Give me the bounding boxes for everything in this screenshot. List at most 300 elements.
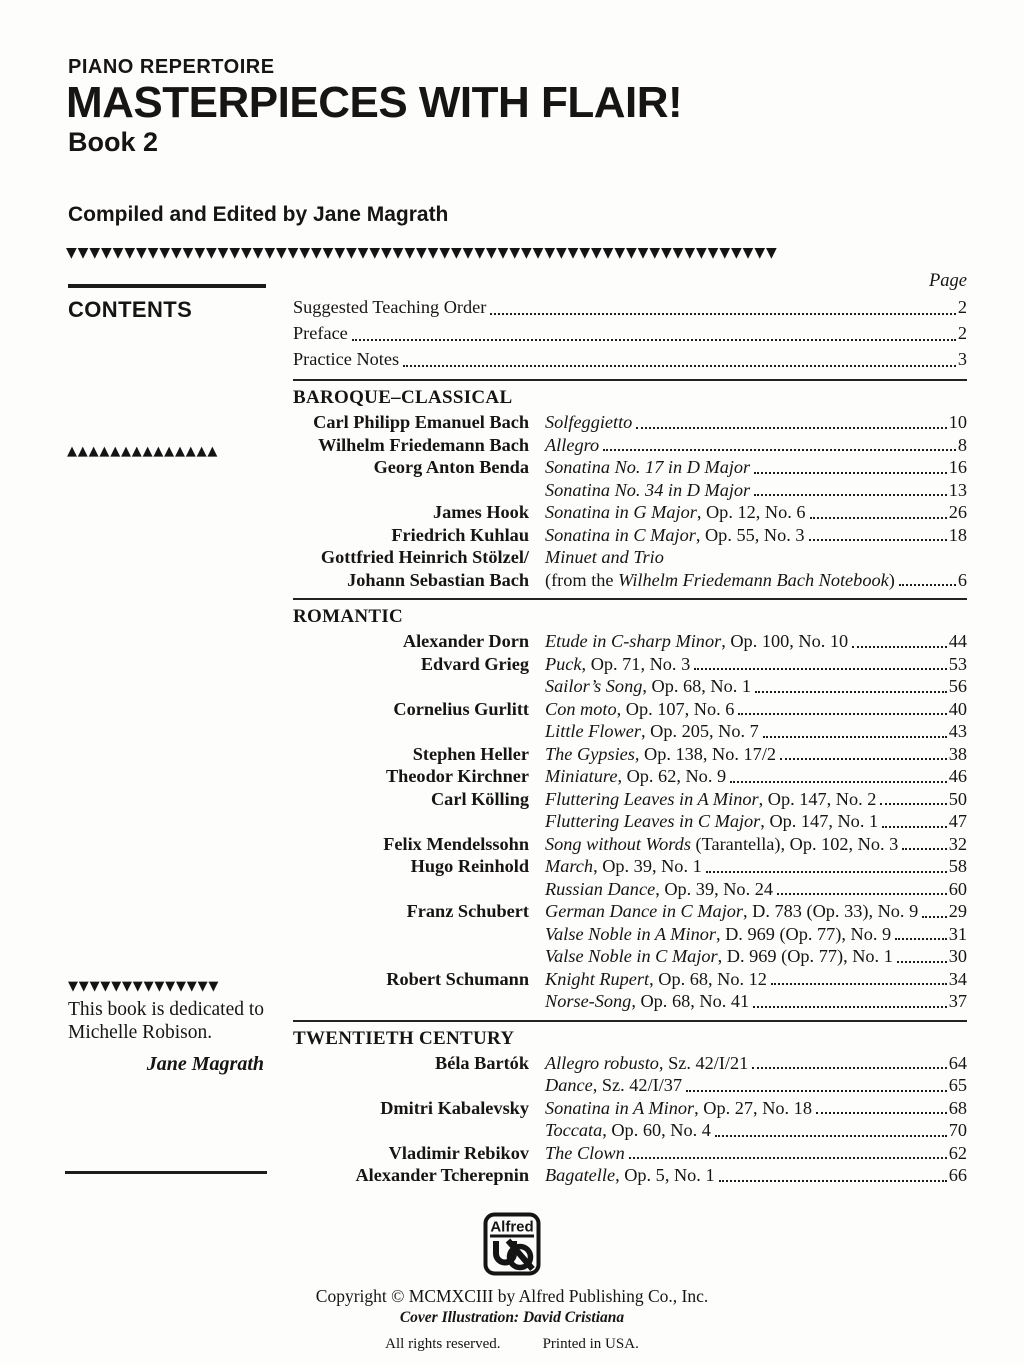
composer-name: [293, 900, 529, 968]
table-of-contents: [293, 272, 967, 1187]
dot-leader: [763, 720, 947, 738]
toc-entry: [293, 968, 967, 1013]
work-title: [545, 720, 759, 743]
work-title-line: [545, 456, 967, 479]
toc-entry: [293, 1097, 967, 1142]
work-title-line: [545, 765, 967, 788]
work-title: [545, 968, 767, 991]
dot-leader: [754, 456, 947, 474]
work-list: [545, 833, 967, 856]
page-number: 46: [948, 766, 967, 786]
work-title: [545, 1142, 625, 1165]
dot-leader: [754, 479, 947, 497]
bottom-left-rule: [65, 1171, 267, 1174]
toc-entry: [293, 900, 967, 968]
composer-line: Alexander Dorn: [402, 631, 529, 651]
title-segment: Allegro: [545, 434, 600, 455]
dot-leader: [753, 990, 947, 1008]
dot-leader: [403, 346, 956, 367]
work-title: [545, 945, 893, 968]
title-segment: Sonatina in C Major: [545, 524, 696, 545]
work-list: [545, 630, 967, 653]
work-title: [545, 1164, 715, 1187]
title-segment: (from the: [545, 569, 619, 590]
work-title: [545, 546, 664, 569]
dot-leader: [755, 675, 947, 693]
title-segment: , Sz. 42/I/21: [658, 1052, 749, 1073]
toc-entry-title: Suggested Teaching Order: [293, 297, 487, 317]
dedication-line: Michelle Robison.: [68, 1022, 213, 1043]
dot-leader: [895, 923, 947, 941]
composer-name: [293, 546, 529, 591]
work-list: [545, 855, 967, 900]
page-number: 2: [957, 297, 967, 317]
toc-entry: [293, 765, 967, 788]
work-list: [545, 788, 967, 833]
composer-line: Robert Schumann: [386, 968, 529, 989]
title-segment: Valse Noble in A Minor: [545, 923, 716, 944]
page-number: 53: [948, 653, 967, 674]
title-segment: Wilhelm Friedemann Bach Notebook: [618, 569, 889, 590]
page-number: 56: [948, 676, 967, 696]
dot-leader: [490, 294, 956, 315]
title-segment: Dance: [545, 1075, 593, 1095]
composer-name: [293, 855, 529, 900]
composer-line: Stephen Heller: [412, 743, 529, 764]
page-number: 62: [948, 1142, 967, 1163]
composer-name: [293, 630, 529, 653]
page-number: 3: [957, 349, 967, 369]
dot-leader: [902, 833, 946, 851]
work-title: [545, 479, 750, 502]
composer-line: Johann Sebastian Bach: [347, 569, 529, 590]
dot-leader: [809, 524, 947, 542]
toc-entry: [293, 501, 967, 524]
work-title-line: [545, 1074, 967, 1097]
work-title: [545, 630, 848, 653]
dedication-block: [68, 979, 268, 1076]
page-number: 31: [948, 923, 967, 944]
work-list: [545, 968, 967, 1013]
work-title: [545, 569, 895, 592]
page-number: 6: [957, 569, 967, 590]
work-title-line: [545, 968, 967, 991]
composer-line: Béla Bartók: [435, 1052, 529, 1073]
composer-name: [293, 524, 529, 547]
section-heading: TWENTIETH CENTURY: [293, 1027, 515, 1049]
cover-illustration-credit: Cover Illustration: David Cristiana: [399, 1309, 625, 1326]
page-number: 65: [948, 1075, 967, 1095]
dot-leader: [715, 1119, 947, 1137]
contents-heading: CONTENTS: [68, 297, 193, 322]
composer-name: [293, 833, 529, 856]
section-divider: [293, 379, 967, 381]
triangle-divider-icon: ▼▼▼▼▼▼▼▼▼▼▼▼▼▼▼▼▼▼▼▼▼▼▼▼▼▼▼▼▼▼▼▼▼▼▼▼▼▼▼▼▼▼▼▼▼▼▼▼▼▼▼▼▼▼▼▼▼▼▼▼▼: [66, 245, 778, 261]
composer-name: [293, 788, 529, 833]
title-segment: Miniature: [545, 766, 618, 786]
work-title: [545, 1097, 812, 1120]
front-matter-list: [293, 294, 967, 372]
composer-name: [293, 411, 529, 434]
composer-line: Georg Anton Benda: [373, 457, 529, 477]
toc-entry-title: Preface: [293, 323, 348, 343]
page-number: 34: [948, 968, 967, 989]
page-number: 37: [948, 991, 967, 1011]
page-number: 47: [948, 811, 967, 831]
dot-leader: [694, 653, 947, 671]
toc-entry: [293, 1052, 967, 1097]
work-title: [545, 833, 898, 856]
triangle-up-divider-icon: ▲▲▲▲▲▲▲▲▲▲▲▲▲▲: [67, 444, 219, 459]
work-title-line: [545, 1164, 967, 1187]
work-list: [545, 1097, 967, 1142]
dot-leader: [899, 569, 956, 587]
work-title-line: [545, 1119, 967, 1142]
work-list: [545, 698, 967, 743]
toc-entry: [293, 411, 967, 434]
contents-heading-block: [68, 284, 266, 323]
title-segment: Valse Noble in C Major: [545, 946, 718, 966]
toc-entry-title: Practice Notes: [293, 349, 400, 369]
title-segment: Puck: [545, 653, 582, 674]
work-title-line: [545, 698, 967, 721]
title-segment: , Op. 60, No. 4: [602, 1120, 711, 1140]
work-title: [545, 855, 702, 878]
page-number: 32: [948, 833, 967, 854]
work-title: [545, 524, 805, 547]
composer-line: Franz Schubert: [406, 901, 529, 921]
page-number: 70: [948, 1120, 967, 1140]
toc-entry: [293, 653, 967, 698]
work-list: [545, 1052, 967, 1097]
toc-entry: [293, 456, 967, 501]
title-segment: , Op. 39, No. 24: [655, 878, 773, 899]
work-title-line: [545, 411, 967, 434]
composer-line: Wilhelm Friedemann Bach: [318, 434, 529, 455]
work-title: [545, 788, 876, 811]
work-list: [545, 434, 967, 457]
dot-leader: [880, 788, 946, 806]
triangle-divider-icon: ▼▼▼▼▼▼▼▼▼▼▼▼▼▼: [68, 979, 220, 994]
work-list: [545, 546, 967, 591]
toc-entry: [293, 698, 967, 743]
title-segment: , Op. 107, No. 6: [616, 698, 735, 719]
work-title-line: [545, 788, 967, 811]
dot-leader: [810, 501, 947, 519]
title-segment: , Op. 68, No. 12: [649, 968, 767, 989]
page-number: 60: [948, 878, 967, 899]
dot-leader: [603, 434, 956, 452]
title-segment: , Op. 12, No. 6: [696, 502, 806, 522]
composer-line: Theodor Kirchner: [385, 766, 529, 786]
printed-in-text: Printed in USA.: [542, 1336, 639, 1352]
page-number: 50: [948, 788, 967, 809]
title-segment: , Op. 147, No. 2: [758, 788, 877, 809]
composer-name: [293, 1142, 529, 1165]
dedication-signature: Jane Magrath: [146, 1053, 264, 1075]
title-segment: Minuet and Trio: [545, 547, 664, 567]
composer-line: Cornelius Gurlitt: [393, 698, 529, 719]
composer-line: Friedrich Kuhlau: [391, 524, 529, 545]
dot-leader: [852, 630, 947, 648]
title-segment: , Op. 205, No. 7: [640, 721, 759, 741]
title-segment: , Op. 27, No. 18: [694, 1097, 812, 1118]
title-segment: Sonatina in G Major: [545, 502, 697, 522]
composer-name: [293, 698, 529, 743]
work-title: [545, 1074, 682, 1097]
dot-leader: [719, 1164, 947, 1182]
composer-name: [293, 743, 529, 766]
dedication-line: This book is dedicated to: [68, 999, 265, 1020]
work-list: [545, 900, 967, 968]
title-segment: Norse-Song: [545, 991, 632, 1011]
composer-name: [293, 968, 529, 1013]
work-title-line: [545, 501, 967, 524]
title-segment: ): [888, 569, 895, 590]
rights-line: [0, 1336, 1024, 1353]
page-number: 66: [948, 1165, 967, 1185]
toc-entry: [293, 833, 967, 856]
composer-line: Felix Mendelssohn: [383, 833, 529, 854]
title-segment: Fluttering Leaves in A Minor: [545, 788, 759, 809]
work-title: [545, 434, 599, 457]
page-number: 2: [957, 323, 967, 343]
work-title-line: [545, 810, 967, 833]
page-number: 58: [948, 856, 967, 876]
section-heading: BAROQUE–CLASSICAL: [293, 387, 513, 408]
work-list: [545, 1164, 967, 1187]
title-segment: , Op. 138, No. 17/2: [634, 743, 777, 764]
page-number: 18: [948, 524, 967, 545]
work-list: [545, 653, 967, 698]
dot-leader: [738, 698, 946, 716]
dot-leader: [882, 810, 947, 828]
composer-name: [293, 1164, 529, 1187]
page-number: 64: [948, 1052, 967, 1073]
title-segment: Little Flower: [545, 721, 641, 741]
work-title-line: [545, 990, 967, 1013]
toc-front-entry: [293, 346, 967, 372]
dot-leader: [706, 855, 947, 873]
title-segment: Fluttering Leaves in C Major: [545, 811, 761, 831]
work-title-line: [545, 1097, 967, 1120]
work-list: [545, 743, 967, 766]
alfred-publisher-logo-icon: [483, 1212, 541, 1276]
work-title: [545, 653, 690, 676]
composer-line: Gottfried Heinrich Stölzel/: [320, 547, 529, 567]
title-segment: , Sz. 42/I/37: [592, 1075, 683, 1095]
title-segment: (Tarantella), Op. 102, No. 3: [690, 833, 899, 854]
composer-name: [293, 765, 529, 788]
work-title-line: [545, 479, 967, 502]
dot-leader: [897, 945, 947, 963]
work-title-line: [545, 1142, 967, 1165]
publisher-footer: [0, 1212, 1024, 1353]
work-title-line: [545, 524, 967, 547]
work-title: [545, 698, 734, 721]
composer-name: [293, 1052, 529, 1097]
composer-name: [293, 501, 529, 524]
series-label: PIANO REPERTOIRE: [68, 56, 275, 78]
composer-line: Vladimir Rebikov: [388, 1142, 529, 1163]
work-title: [545, 456, 750, 479]
page-number: 44: [948, 631, 967, 651]
composer-name: [293, 434, 529, 457]
logo-wordmark: Alfred: [490, 1218, 534, 1236]
section-divider: [293, 1020, 967, 1022]
toc-entry: [293, 743, 967, 766]
work-title-line: [545, 653, 967, 676]
page-number: 13: [948, 479, 967, 500]
toc-entry: [293, 546, 967, 591]
toc-front-entry: [293, 294, 967, 320]
copyright-line: Copyright © MCMXCIII by Alfred Publishing Co., Inc.: [315, 1286, 709, 1306]
title-segment: The Clown: [545, 1142, 625, 1163]
title-segment: Con moto: [545, 698, 617, 719]
page-number: 40: [948, 698, 967, 719]
title-segment: German Dance in C Major: [545, 901, 744, 921]
work-title-line: [545, 630, 967, 653]
title-segment: Song without Words: [545, 833, 691, 854]
work-title: [545, 878, 773, 901]
dot-leader: [780, 743, 947, 761]
title-segment: The Gypsies: [545, 743, 635, 764]
title-segment: Sailor’s Song: [545, 676, 643, 696]
title-segment: , D. 969 (Op. 77), No. 9: [715, 923, 892, 944]
work-title: [545, 743, 776, 766]
dot-leader: [730, 765, 947, 783]
work-title: [545, 1119, 711, 1142]
work-title-line: [545, 900, 967, 923]
work-list: [545, 524, 967, 547]
composer-line: Dmitri Kabalevsky: [380, 1097, 529, 1118]
page-number: 29: [948, 901, 967, 921]
work-list: [545, 1142, 967, 1165]
dot-leader: [816, 1097, 947, 1115]
dot-leader: [686, 1074, 947, 1092]
title-segment: Bagatelle: [545, 1165, 616, 1185]
book-number: Book 2: [68, 127, 159, 157]
editor-byline: Compiled and Edited by Jane Magrath: [68, 203, 449, 226]
title-segment: , Op. 39, No. 1: [593, 856, 702, 876]
work-title: [545, 501, 806, 524]
composer-name: [293, 456, 529, 501]
dot-leader: [629, 1142, 947, 1160]
title-segment: Russian Dance: [545, 878, 656, 899]
dot-leader: [636, 411, 946, 429]
title-segment: , Op. 55, No. 3: [695, 524, 805, 545]
composer-line: Edvard Grieg: [420, 653, 529, 674]
dot-leader: [922, 900, 947, 918]
title-segment: Etude in C-sharp Minor: [545, 631, 722, 651]
dot-leader: [777, 878, 947, 896]
page-number: 8: [957, 434, 967, 455]
work-title-line: [545, 720, 967, 743]
composer-line: Alexander Tcherepnin: [355, 1165, 529, 1185]
work-title-line: [545, 855, 967, 878]
composer-line: Hugo Reinhold: [410, 856, 529, 876]
title-segment: March: [545, 856, 594, 876]
page-number: 38: [948, 743, 967, 764]
title-segment: , Op. 68, No. 41: [631, 991, 750, 1011]
work-title-line: [545, 743, 967, 766]
title-segment: , Op. 71, No. 3: [581, 653, 691, 674]
work-title: [545, 900, 918, 923]
page-number: 16: [948, 457, 967, 477]
page-number: 68: [948, 1097, 967, 1118]
section-divider: [293, 598, 967, 600]
work-title-line: [545, 945, 967, 968]
section-heading: ROMANTIC: [293, 606, 404, 627]
title-segment: Sonatina No. 34 in D Major: [545, 479, 751, 500]
title-segment: , D. 783 (Op. 33), No. 9: [743, 901, 919, 921]
toc-entry: [293, 855, 967, 900]
work-title-line: [545, 1052, 967, 1075]
page-column-label: Page: [928, 271, 967, 291]
rights-reserved-text: All rights reserved.: [385, 1336, 501, 1352]
dot-leader: [771, 968, 947, 986]
work-title-line: [545, 878, 967, 901]
work-title: [545, 675, 751, 698]
toc-entry: [293, 630, 967, 653]
composer-name: [293, 1097, 529, 1142]
book-title: MASTERPIECES WITH FLAIR!: [66, 78, 683, 127]
toc-entry: [293, 1164, 967, 1187]
title-segment: Allegro robusto: [545, 1052, 659, 1073]
work-title-line: [545, 434, 967, 457]
title-segment: , Op. 68, No. 1: [642, 676, 752, 696]
title-segment: , Op. 5, No. 1: [615, 1165, 715, 1185]
work-title-line: [545, 569, 967, 592]
page-number: 43: [948, 721, 967, 741]
work-title: [545, 923, 891, 946]
title-segment: Toccata: [545, 1120, 603, 1140]
dot-leader: [352, 320, 956, 341]
work-title-line: [545, 833, 967, 856]
dot-leader: [752, 1052, 946, 1070]
title-segment: , D. 969 (Op. 77), No. 1: [717, 946, 893, 966]
title-segment: Solfeggietto: [545, 412, 633, 432]
work-title: [545, 411, 632, 434]
title-segment: Sonatina No. 17 in D Major: [545, 457, 751, 477]
composer-line: Carl Philipp Emanuel Bach: [313, 412, 529, 432]
title-segment: Knight Rupert: [545, 968, 650, 989]
work-list: [545, 456, 967, 501]
title-segment: , Op. 100, No. 10: [721, 631, 849, 651]
toc-front-entry: [293, 320, 967, 346]
title-segment: Sonatina in A Minor: [545, 1097, 695, 1118]
title-segment: , Op. 147, No. 1: [760, 811, 879, 831]
work-title-line: [545, 675, 967, 698]
toc-sections: [293, 379, 967, 1187]
work-list: [545, 411, 967, 434]
page-number: 30: [948, 946, 967, 966]
toc-entry: [293, 524, 967, 547]
work-title: [545, 990, 749, 1013]
composer-line: James Hook: [433, 502, 529, 522]
composer-line: Carl Kölling: [430, 788, 529, 809]
title-segment: , Op. 62, No. 9: [617, 766, 727, 786]
toc-entry: [293, 434, 967, 457]
work-title-line: [545, 923, 967, 946]
page-number: 10: [948, 412, 967, 432]
page-number: 26: [948, 502, 967, 522]
work-list: [545, 501, 967, 524]
work-title: [545, 810, 878, 833]
work-title: [545, 765, 726, 788]
work-list: [545, 765, 967, 788]
work-title: [545, 1052, 748, 1075]
